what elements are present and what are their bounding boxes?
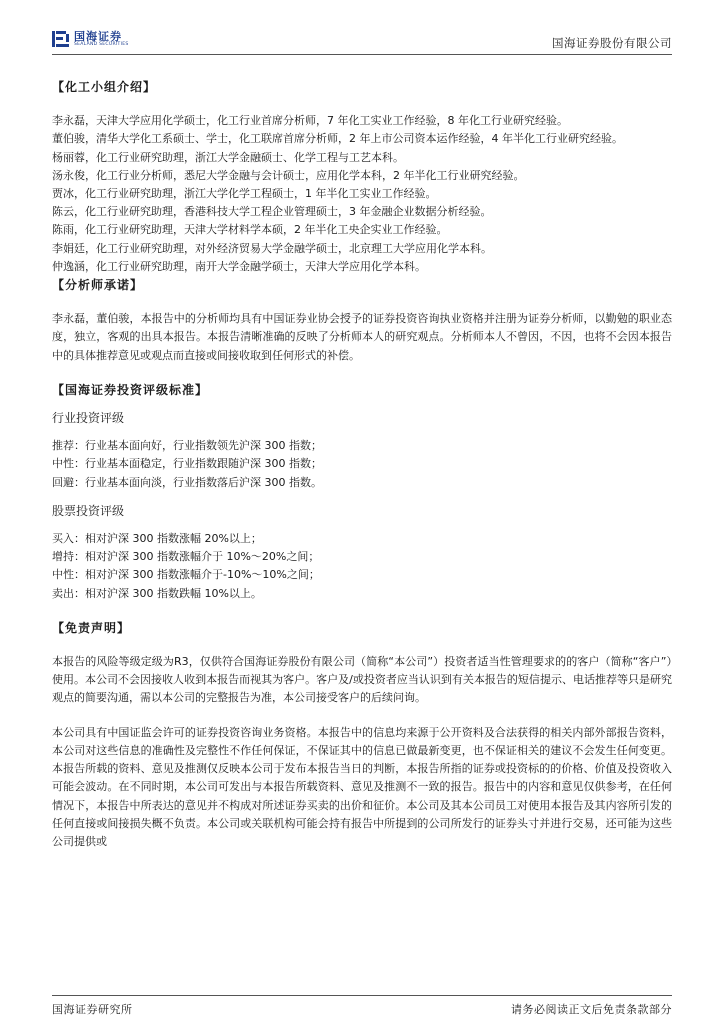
stock-rating-list bbox=[52, 530, 672, 603]
team-member: 杨丽蓉，化工行业研究助理，浙江大学金融硕士、化学工程与工艺本科。 bbox=[52, 150, 404, 164]
commitment-text: 李永磊，董伯骏，本报告中的分析师均具有中国证券业协会授予的证券投资咨询执业资格并注册为证券分析师，以勤勉的职业态度，独立，客观的出具本报告。本报告清晰准确的反映了分析师本人的研究观点。分析师本人不曾因，不因，也将不会因本报告中的具体推荐意见或观点而直接或间接收取到任何形式的补偿。 bbox=[52, 312, 672, 362]
disclaimer-section-title: 【免责声明】 bbox=[52, 620, 131, 635]
footer-divider bbox=[52, 995, 672, 996]
industry-rating-title: 行业投资评级 bbox=[52, 411, 125, 426]
logo-chinese-name: 国海证券 bbox=[74, 29, 122, 43]
stock-rating-item: 中性：相对沪深 300 指数涨幅介于-10%～10%之间； bbox=[52, 568, 320, 582]
rating-section-title: 【国海证券投资评级标准】 bbox=[52, 382, 209, 397]
stock-rating-item: 买入：相对沪深 300 指数涨幅 20%以上； bbox=[52, 532, 262, 546]
disclaimer-paragraph: 本公司具有中国证监会许可的证券投资咨询业务资格。本报告中的信息均来源于公开资料及合法获得的相关内部外部报告资料，本公司对这些信息的准确性及完整性不作任何保证，不保证其中的信息已做最新变更，也不保证相关的建议不会发生任何变更。本报告所载的资料、意见及推测仅反映本公司于发布本报告当日的判断，本报告所指的证券或投资标的的价格、价值及投资收入可能会波动。在不同时期，本公司可发出与本报告所载资料、意见及推测不一致的报告。报告中的内容和意见仅供参考，在任何情况下，本报告中所表达的意见并不构成对所述证券买卖的出价和征价。本公司及其本公司员工对使用本报告及其内容所引发的任何直接或间接损失概不负责。本公司或关联机构可能会持有报告中所提到的公司所发行的证券头寸并进行交易，还可能为这些公司提供或 bbox=[52, 725, 672, 848]
footer-notice: 请务必阅读正文后免责条款部分 bbox=[511, 1003, 672, 1016]
industry-rating-item: 中性：行业基本面稳定，行业指数跟随沪深 300 指数； bbox=[52, 457, 322, 471]
team-member: 陈云，化工行业研究助理，香港科技大学工程企业管理硕士，3 年金融企业数据分析经验。 bbox=[52, 205, 492, 219]
team-member: 李永磊，天津大学应用化学硕士，化工行业首席分析师，7 年化工实业工作经验，8 年化工行业研究经验。 bbox=[52, 114, 568, 128]
disclaimer-paragraph: 本报告的风险等级定级为R3，仅供符合国海证券股份有限公司（简称“本公司”）投资者适当性管理要求的的客户（简称“客户”）使用。本公司不会因接收人收到本报告而视其为客户。客户及/或投资者应当认识到有关本报告的短信提示、电话推荐等只是研究观点的简要沟通，需以本公司的完整报告为准，本公司接受客户的后续问询。 bbox=[52, 655, 672, 705]
team-member: 董伯骏，清华大学化工系硕士、学士，化工联席首席分析师，2 年上市公司资本运作经验，4 年半化工行业研究经验。 bbox=[52, 132, 623, 146]
page-header bbox=[0, 0, 724, 56]
sealand-logo-icon bbox=[52, 30, 70, 48]
logo-english-name: SEALAND SECURITIES bbox=[74, 41, 129, 47]
stock-rating-title: 股票投资评级 bbox=[52, 503, 125, 518]
industry-rating-item: 回避：行业基本面向淡，行业指数落后沪深 300 指数。 bbox=[52, 475, 322, 489]
industry-rating-item: 推荐：行业基本面向好，行业指数领先沪深 300 指数； bbox=[52, 439, 322, 453]
team-member: 仲逸涵，化工行业研究助理，南开大学金融学硕士，天津大学应用化学本科。 bbox=[52, 259, 426, 273]
team-member: 贾冰，化工行业研究助理，浙江大学化学工程硕士，1 年半化工实业工作经验。 bbox=[52, 187, 437, 201]
stock-rating-item: 卖出：相对沪深 300 指数跌幅 10%以上。 bbox=[52, 586, 262, 600]
stock-rating-item: 增持：相对沪深 300 指数涨幅介于 10%～20%之间； bbox=[52, 550, 320, 564]
footer-institute: 国海证券研究所 bbox=[52, 1003, 133, 1016]
team-member: 李娟廷，化工行业研究助理，对外经济贸易大学金融学硕士，北京理工大学应用化学本科。 bbox=[52, 241, 492, 255]
commitment-section-title: 【分析师承诺】 bbox=[52, 278, 144, 293]
page-content bbox=[52, 78, 672, 851]
team-member: 陈雨，化工行业研究助理，天津大学材料学本硕，2 年半化工央企实业工作经验。 bbox=[52, 223, 448, 237]
header-divider bbox=[52, 54, 672, 55]
team-section-title: 【化工小组介绍】 bbox=[52, 80, 157, 94]
industry-rating-list bbox=[52, 437, 672, 492]
team-member-list bbox=[52, 112, 672, 276]
company-logo bbox=[52, 30, 129, 48]
company-name: 国海证券股份有限公司 bbox=[552, 36, 672, 50]
team-member: 汤永俊，化工行业分析师，悉尼大学金融与会计硕士，应用化学本科，2 年半化工行业研究经验。 bbox=[52, 168, 525, 182]
